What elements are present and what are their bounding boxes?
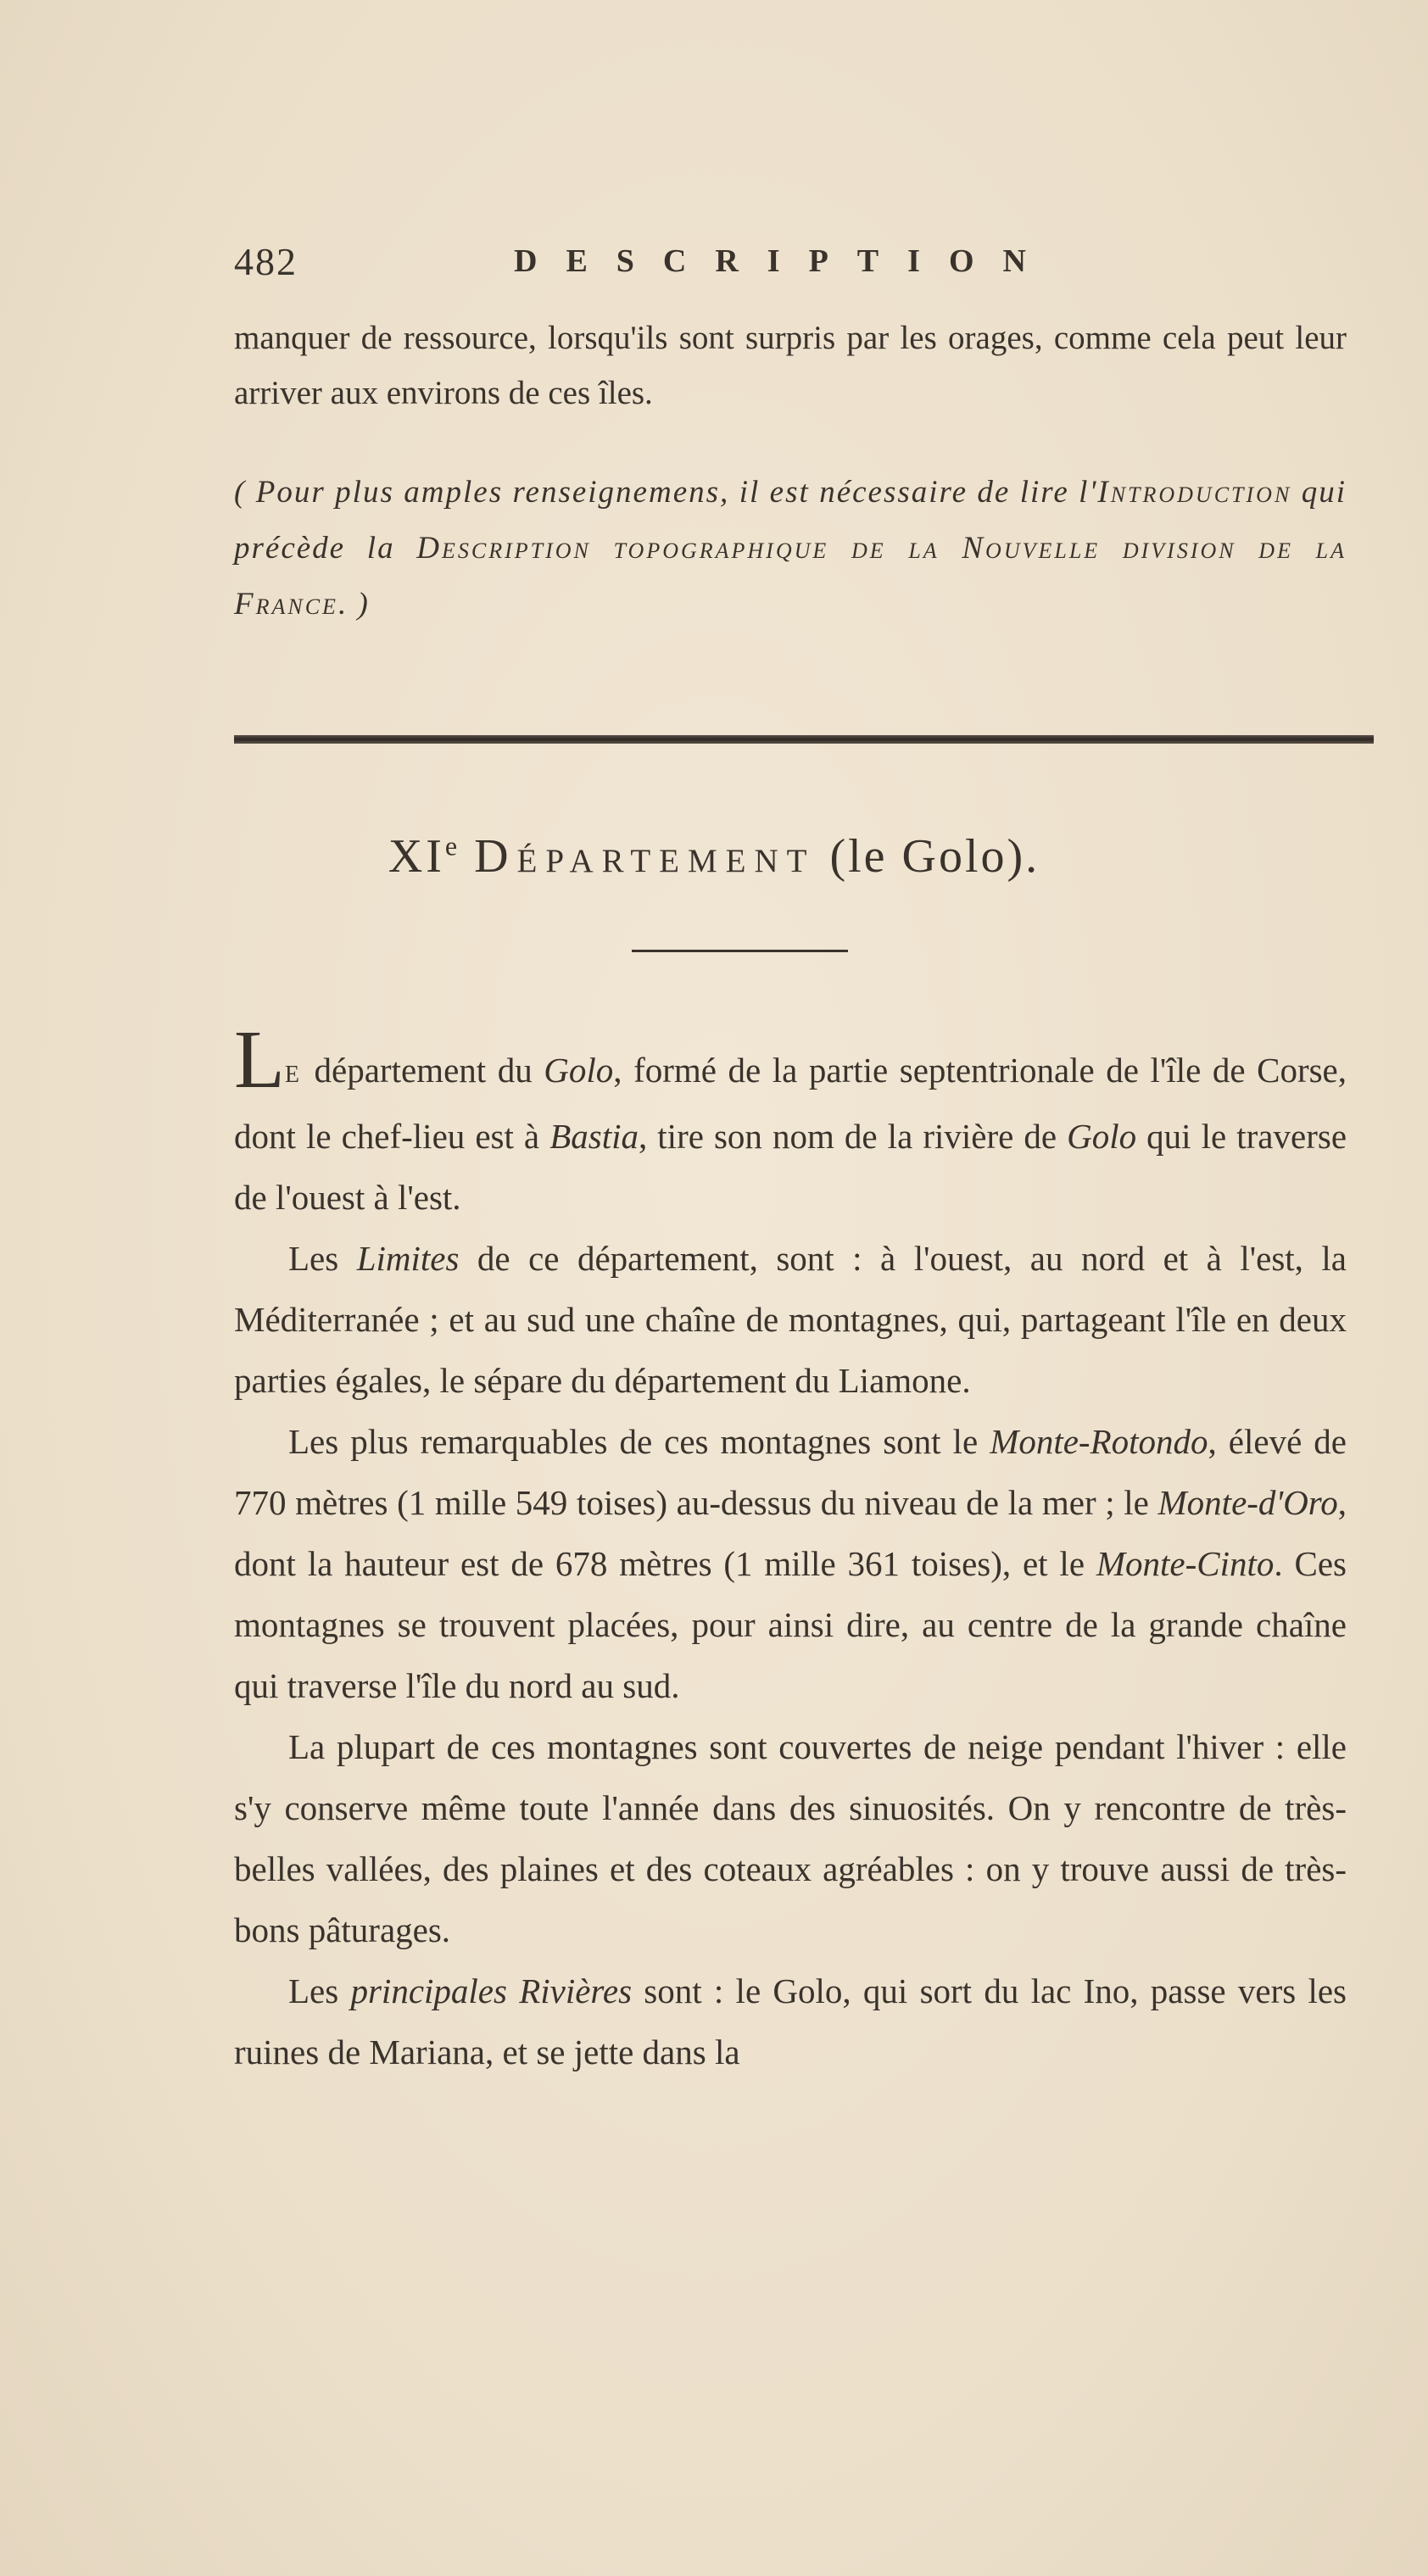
p3-italic-monte-doro: Monte-d'Oro xyxy=(1157,1483,1338,1522)
continuation-text: manquer de ressource, lorsqu'ils sont surpris par les orages, comme cela peut leur arriver aux environs de ces îles. xyxy=(234,320,1347,411)
note-part1: Pour plus amples renseignemens, il est nécessaire de lire l' xyxy=(255,475,1098,510)
note-open-paren: ( xyxy=(234,475,256,510)
section-name: (le Golo). xyxy=(815,830,1040,883)
section-number-suffix: e xyxy=(444,830,460,861)
p1-italic-bastia: Bastia xyxy=(549,1117,639,1156)
p3-text-4: . Ces montagnes se trouvent placées, pour ainsi dire, au centre de la grande chaîne qui traverse l'île du nord au sud. xyxy=(234,1544,1347,1705)
paragraph-4: La plupart de ces montagnes sont couvertes de neige pendant l'hiver : elle s'y conserve même toute l'année dans des sinuosités. On y rencontre de très-belles vallées, des plaines et des coteaux agréables : on y trouve aussi de très-bons pâturages. xyxy=(234,1727,1347,1949)
paragraph-1 xyxy=(234,1014,1347,1228)
note-part2: qui précède la xyxy=(234,475,1347,566)
note-description-title: Description topographique de la Nouvelle division de la France xyxy=(234,531,1347,622)
p1-text-3: , tire son nom de la rivière de xyxy=(638,1117,1068,1156)
continuation-paragraph xyxy=(234,310,1347,421)
note-introduction: Introduction xyxy=(1097,475,1292,510)
p1-italic-golo-2: Golo xyxy=(1067,1117,1137,1156)
page-number: 482 xyxy=(234,240,298,283)
p3-italic-monte-cinto: Monte-Cinto xyxy=(1096,1544,1275,1583)
p3-italic-monte-rotondo: Monte-Rotondo xyxy=(990,1422,1208,1461)
p5-italic-rivieres: principales Rivières xyxy=(350,1971,633,2010)
running-head: DESCRIPTION xyxy=(514,243,1055,279)
section-number: XI xyxy=(388,830,445,883)
p2-italic-limites: Limites xyxy=(356,1239,460,1278)
note-close-paren: . ) xyxy=(337,587,370,622)
body-text xyxy=(234,1014,1347,2083)
drop-cap: L xyxy=(234,1014,285,1106)
paragraph-2 xyxy=(234,1228,1347,1411)
p2-text-1: Les xyxy=(288,1239,357,1278)
editorial-note xyxy=(234,465,1347,633)
small-cap: E xyxy=(284,1062,303,1088)
p3-text-1: Les plus remarquables de ces montagnes sont le xyxy=(288,1422,990,1461)
paragraph-5 xyxy=(234,1960,1347,2083)
p3-text-3: , dont la hauteur est de 678 mètres (1 mille 361 toises), et le xyxy=(234,1483,1347,1583)
short-rule xyxy=(632,950,848,952)
p1-italic-golo: Golo xyxy=(544,1051,614,1090)
note-text xyxy=(234,465,1347,633)
ornamental-rule xyxy=(234,735,1374,744)
p1-text-1: département du xyxy=(302,1051,544,1090)
paragraph-3 xyxy=(234,1411,1347,1716)
p5-text-1: Les xyxy=(288,1971,351,2010)
section-departement: Département xyxy=(474,830,816,883)
p1-text-2: , formé de la partie septentrionale de l'île de Corse, dont le chef-lieu est à xyxy=(234,1051,1347,1156)
section-heading xyxy=(0,829,1428,884)
page-header xyxy=(234,239,1370,290)
p1-text-4: qui le traverse de l'ouest à l'est. xyxy=(234,1117,1347,1217)
p3-text-2: , élevé de 770 mètres (1 mille 549 toises) au-dessus du niveau de la mer ; le xyxy=(234,1422,1347,1522)
p2-text-2: de ce département, sont : à l'ouest, au nord et à l'est, la Méditerranée ; et au sud une chaîne de montagnes, qui, partageant l'île en deux parties égales, le sépare du département du Liamone. xyxy=(234,1239,1347,1400)
p5-text-2: sont : le Golo, qui sort du lac Ino, passe vers les ruines de Mariana, et se jette dans la xyxy=(234,1971,1347,2071)
